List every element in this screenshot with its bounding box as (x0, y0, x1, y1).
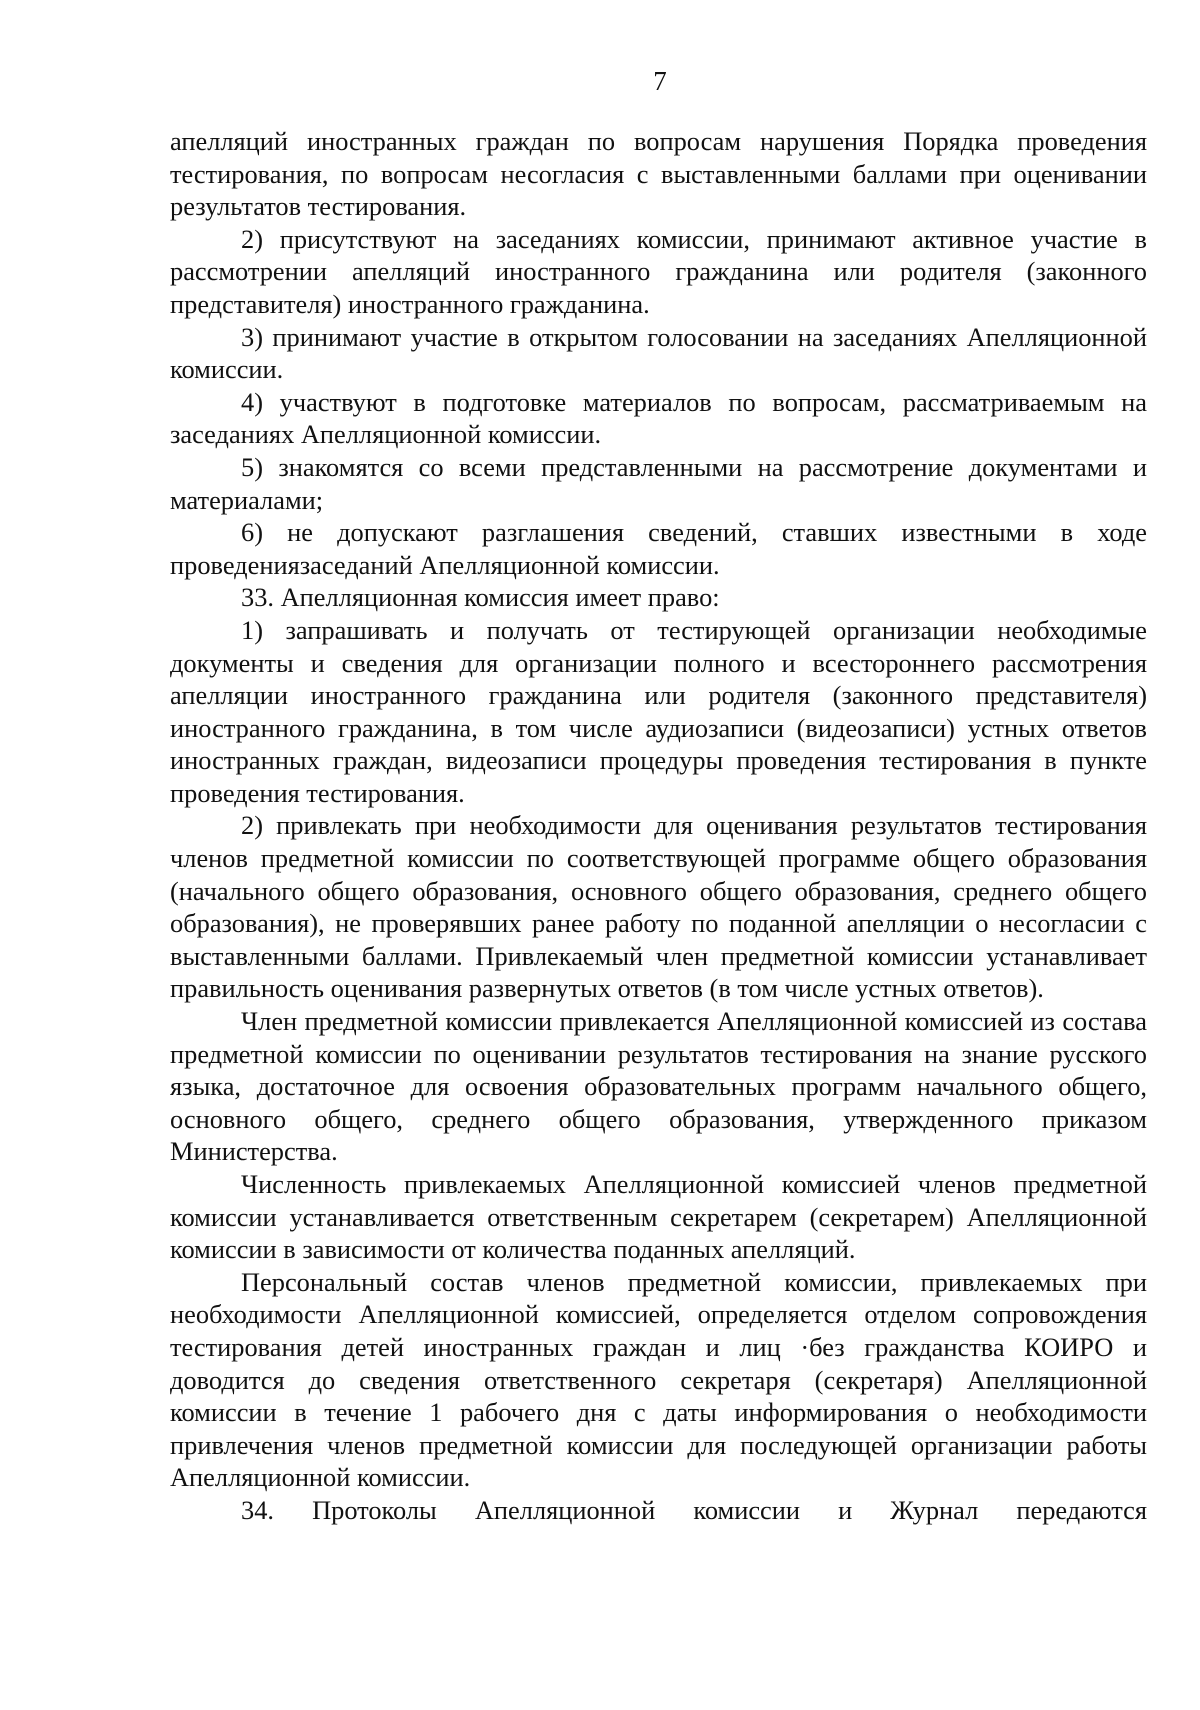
paragraph-continuation: апелляций иностранных граждан по вопросам нарушения Порядка проведения тестирования, по вопросам несогласия с выставленными баллами при оценивании результатов тестирования. (170, 126, 1147, 222)
paragraph-personal-composition: Персональный состав членов предметной комиссии, привлекаемых при необходимости Апелляционной комиссией, определяется отделом сопровождения тестирования детей иностранных граждан и лиц ·без гражданства КОИРО и доводится до сведения ответственного секретаря (секретаря) Апелляционной комиссии в течение 1 рабочего дня с даты информирования о необходимости привлечения членов предметной комиссии для последующей организации работы Апелляционной комиссии. (170, 1266, 1147, 1493)
paragraph-item-4: 4) участвуют в подготовке материалов по вопросам, рассматриваемым на заседаниях Апелляционной комиссии. (170, 386, 1147, 450)
paragraph-right-2: 2) привлекать при необходимости для оценивания результатов тестирования членов предметной комиссии по соответствующей программе общего образования (начального общего образования, основного общего образования, среднего общего образования), не проверявших ранее работу по поданной апелляции о несогласии с выставленными баллами. Привлекаемый член предметной комиссии устанавливает правильность оценивания развернутых ответов (в том числе устных ответов). (170, 810, 1147, 1004)
paragraph-section-33: 33. Апелляционная комиссия имеет право: (241, 582, 720, 613)
paragraph-member-count: Численность привлекаемых Апелляционной комиссией членов предметной комиссии устанавливается ответственным секретарем (секретарем) Апелляционной комиссии в зависимости от количества поданных апелляций. (170, 1169, 1147, 1265)
paragraph-section-34: 34. Протоколы Апелляционной комиссии и Журнал передаются (241, 1494, 1147, 1525)
page-number: 7 (653, 66, 667, 96)
paragraph-item-5: 5) знакомятся со всеми представленными на рассмотрение документами и материалами; (170, 451, 1147, 515)
paragraph-right-1: 1) запрашивать и получать от тестирующей организации необходимые документы и сведения для организации полного и всестороннего рассмотрения апелляции иностранного гражданина или родителя (законного представителя) иностранного гражданина, в том числе аудиозаписи (видеозаписи) устных ответов иностранных граждан, видеозаписи процедуры проведения тестирования в пункте проведения тестирования. (170, 614, 1147, 808)
document-body (170, 125, 1147, 1527)
paragraph-item-6: 6) не допускают разглашения сведений, ставших известными в ходе проведениязаседаний Апелляционной комиссии. (170, 517, 1147, 580)
paragraph-item-3: 3) принимают участие в открытом голосовании на заседаниях Апелляционной комиссии. (170, 321, 1147, 385)
paragraph-commission-member: Член предметной комиссии привлекается Апелляционной комиссией из состава предметной комиссии по оценивании результатов тестирования на знание русского языка, достаточное для освоения образовательных программ начального общего, основного общего, среднего общего образования, утвержденного приказом Министерства. (170, 1006, 1147, 1167)
paragraph-item-2: 2) присутствуют на заседаниях комиссии, принимают активное участие в рассмотрении апелляций иностранного гражданина или родителя (законного представителя) иностранного гражданина. (170, 223, 1147, 319)
